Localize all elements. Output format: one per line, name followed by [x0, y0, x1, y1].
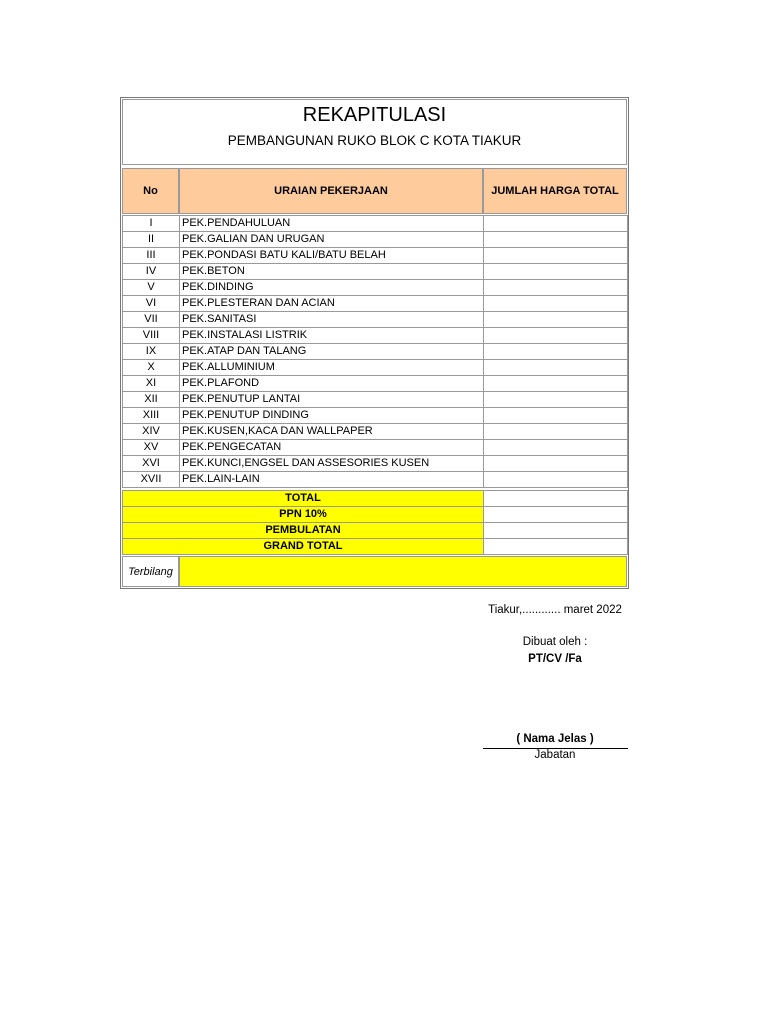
- item-description: PEK.KUSEN,KACA DAN WALLPAPER: [180, 424, 484, 440]
- table-row: [123, 248, 628, 264]
- table-row: [123, 280, 628, 296]
- page-title: REKAPITULASI: [302, 104, 447, 126]
- item-number: VII: [123, 312, 180, 328]
- table-row: [123, 328, 628, 344]
- table-row: [123, 472, 628, 488]
- rounding-label: PEMBULATAN: [123, 523, 484, 539]
- summary-row-rounding: [123, 523, 628, 539]
- item-number: VI: [123, 296, 180, 312]
- item-description: PEK.PLAFOND: [180, 376, 484, 392]
- item-description: PEK.PONDASI BATU KALI/BATU BELAH: [180, 248, 484, 264]
- rounding-value-cell[interactable]: [484, 523, 628, 539]
- item-total-cell[interactable]: [484, 424, 628, 440]
- item-number: II: [123, 232, 180, 248]
- item-total-cell[interactable]: [484, 408, 628, 424]
- item-number: XII: [123, 392, 180, 408]
- signatory-position: Jabatan: [534, 749, 576, 761]
- title-box: [122, 99, 627, 165]
- item-number: X: [123, 360, 180, 376]
- item-description: PEK.ATAP DAN TALANG: [180, 344, 484, 360]
- terbilang-label: Terbilang: [122, 556, 179, 587]
- item-total-cell[interactable]: [484, 296, 628, 312]
- column-header-description: URAIAN PEKERJAAN: [179, 168, 483, 214]
- item-total-cell[interactable]: [484, 248, 628, 264]
- table-row: [123, 392, 628, 408]
- item-description: PEK.ALLUMINIUM: [180, 360, 484, 376]
- item-description: PEK.PENGECATAN: [180, 440, 484, 456]
- summary-row-total: [123, 491, 628, 507]
- item-number: IV: [123, 264, 180, 280]
- table-row: [123, 360, 628, 376]
- made-by-label: Dibuat oleh :: [522, 636, 588, 648]
- grand-total-value-cell[interactable]: [484, 539, 628, 555]
- item-number: III: [123, 248, 180, 264]
- item-total-cell[interactable]: [484, 232, 628, 248]
- table-row: [123, 376, 628, 392]
- item-total-cell[interactable]: [484, 360, 628, 376]
- item-total-cell[interactable]: [484, 344, 628, 360]
- item-total-cell[interactable]: [484, 392, 628, 408]
- table-row: [123, 232, 628, 248]
- summary-row-grand-total: [123, 539, 628, 555]
- item-description: PEK.GALIAN DAN URUGAN: [180, 232, 484, 248]
- item-number: XIII: [123, 408, 180, 424]
- item-number: XI: [123, 376, 180, 392]
- table-row: [123, 456, 628, 472]
- item-number: XVI: [123, 456, 180, 472]
- table-row: [123, 312, 628, 328]
- item-total-cell[interactable]: [484, 280, 628, 296]
- item-total-cell[interactable]: [484, 472, 628, 488]
- table-row: [123, 408, 628, 424]
- item-description: PEK.SANITASI: [180, 312, 484, 328]
- column-header-no: No: [122, 168, 179, 214]
- terbilang-value-cell[interactable]: [179, 556, 627, 587]
- item-total-cell[interactable]: [484, 376, 628, 392]
- item-number: XIV: [123, 424, 180, 440]
- item-number: XV: [123, 440, 180, 456]
- ppn-label: PPN 10%: [123, 507, 484, 523]
- project-subtitle: PEMBANGUNAN RUKO BLOK C KOTA TIAKUR: [227, 133, 522, 148]
- item-description: PEK.KUNCI,ENGSEL DAN ASSESORIES KUSEN: [180, 456, 484, 472]
- item-number: XVII: [123, 472, 180, 488]
- item-total-cell[interactable]: [484, 440, 628, 456]
- company-name: PT/CV /Fa: [528, 653, 582, 665]
- place-date: Tiakur,............ maret 2022: [488, 604, 622, 616]
- item-total-cell[interactable]: [484, 312, 628, 328]
- item-number: V: [123, 280, 180, 296]
- item-description: PEK.PENUTUP LANTAI: [180, 392, 484, 408]
- table-row: [123, 344, 628, 360]
- table-row: [123, 296, 628, 312]
- item-total-cell[interactable]: [484, 456, 628, 472]
- item-description: PEK.LAIN-LAIN: [180, 472, 484, 488]
- work-items-table: [122, 215, 628, 488]
- item-description: PEK.PENUTUP DINDING: [180, 408, 484, 424]
- table-row: [123, 216, 628, 232]
- table-row: [123, 440, 628, 456]
- item-description: PEK.DINDING: [180, 280, 484, 296]
- item-number: IX: [123, 344, 180, 360]
- item-total-cell[interactable]: [484, 216, 628, 232]
- item-description: PEK.PLESTERAN DAN ACIAN: [180, 296, 484, 312]
- total-label: TOTAL: [123, 491, 484, 507]
- summary-table: [122, 490, 628, 555]
- table-row: [123, 264, 628, 280]
- item-number: I: [123, 216, 180, 232]
- total-value-cell[interactable]: [484, 491, 628, 507]
- table-row: [123, 424, 628, 440]
- item-total-cell[interactable]: [484, 264, 628, 280]
- item-description: PEK.BETON: [180, 264, 484, 280]
- item-number: VIII: [123, 328, 180, 344]
- grand-total-label: GRAND TOTAL: [123, 539, 484, 555]
- item-description: PEK.PENDAHULUAN: [180, 216, 484, 232]
- column-header-total: JUMLAH HARGA TOTAL: [483, 168, 627, 214]
- item-description: PEK.INSTALASI LISTRIK: [180, 328, 484, 344]
- item-total-cell[interactable]: [484, 328, 628, 344]
- summary-row-ppn: [123, 507, 628, 523]
- ppn-value-cell[interactable]: [484, 507, 628, 523]
- signatory-name: ( Nama Jelas ): [516, 733, 594, 745]
